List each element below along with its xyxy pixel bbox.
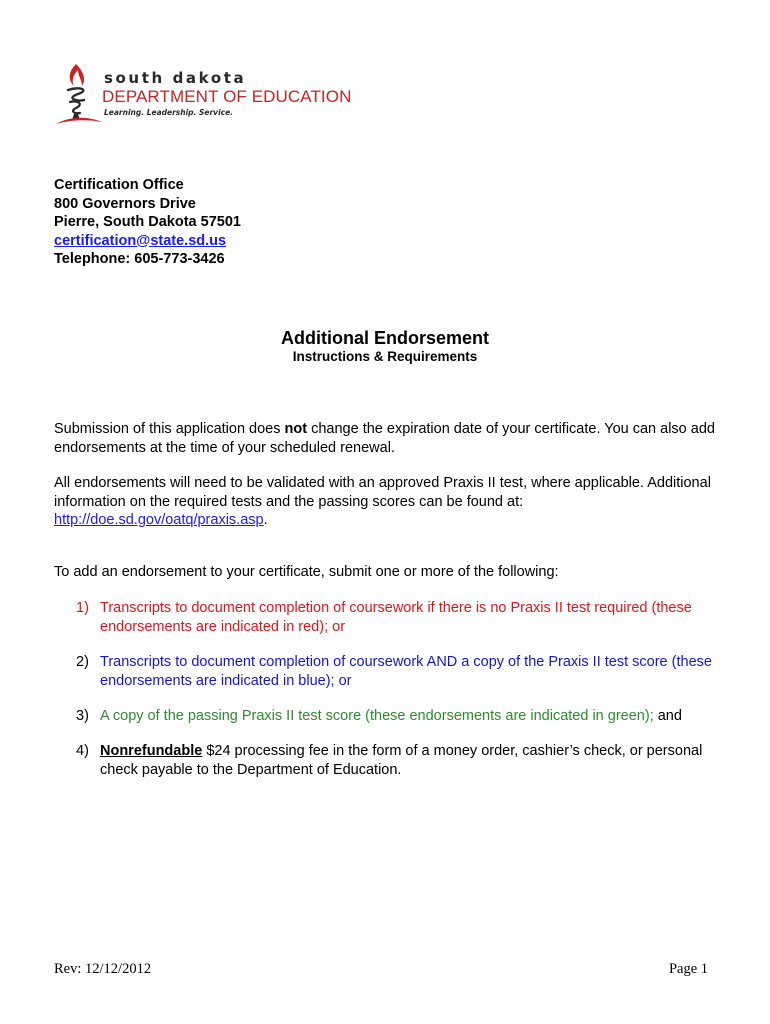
street-address: 800 Governors Drive [54, 195, 196, 212]
logo-department-name: DEPARTMENT OF EDUCATION [102, 87, 352, 106]
contact-address-block [54, 176, 241, 269]
requirement-text: $24 processing fee in the form of a money order, cashier’s check, or personal check payable to the Department of Education. [100, 743, 703, 778]
requirement-item-3 [76, 707, 716, 726]
office-name: Certification Office [54, 177, 184, 193]
requirement-number: 4) [76, 743, 89, 759]
revision-date: Rev: 12/12/2012 [54, 961, 152, 977]
requirement-number: 1) [76, 600, 89, 616]
requirement-number: 3) [76, 708, 89, 724]
intro-paragraph-3: To add an endorsement to your certificate, submit one or more of the following: [54, 564, 559, 580]
p2-period: . [263, 512, 268, 528]
page-title: Additional Endorsement [280, 328, 489, 348]
nonrefundable-label: Nonrefundable [100, 743, 203, 759]
requirement-number: 2) [76, 654, 89, 670]
logo-tagline: Learning. Leadership. Service. [104, 108, 234, 117]
p2-text: All endorsements will need to be validated with an approved Praxis II test, where applicable. Additional information on the required tests and the passing scores can be found at: [54, 475, 711, 510]
sd-doe-logo [54, 62, 352, 128]
requirement-text: A copy of the passing Praxis II test score (these endorsements are indicated in green); [100, 708, 654, 724]
requirement-item-1 [76, 599, 716, 636]
telephone: Telephone: 605-773-3426 [54, 251, 225, 267]
praxis-link[interactable]: http://doe.sd.gov/oatq/praxis.asp [54, 512, 264, 528]
requirement-text: Transcripts to document completion of coursework AND a copy of the Praxis II test score (these endorsements are indicated in blue); or [100, 654, 712, 689]
intro-paragraph-2 [54, 474, 724, 530]
requirement-item-4 [76, 742, 716, 779]
p1-text-after: change the expiration date of your certificate. You can also add endorsements at the time of your scheduled renewal. [54, 421, 715, 456]
p1-text-before: Submission of this application does [54, 421, 285, 437]
requirement-text: Transcripts to document completion of coursework if there is no Praxis II test required (these endorsements are indicated in red); or [100, 600, 692, 635]
intro-paragraph-1 [54, 420, 724, 457]
city-state-zip: Pierre, South Dakota 57501 [54, 214, 241, 230]
requirement-item-2 [76, 653, 716, 690]
page-subtitle: Instructions & Requirements [292, 349, 478, 364]
logo-state-name: south dakota [104, 69, 247, 87]
p1-bold-not: not [284, 421, 308, 437]
email-link[interactable]: certification@state.sd.us [54, 232, 227, 249]
page-number: Page 1 [668, 961, 708, 977]
requirement-suffix: and [653, 708, 682, 724]
flame-torch-icon [54, 62, 104, 128]
